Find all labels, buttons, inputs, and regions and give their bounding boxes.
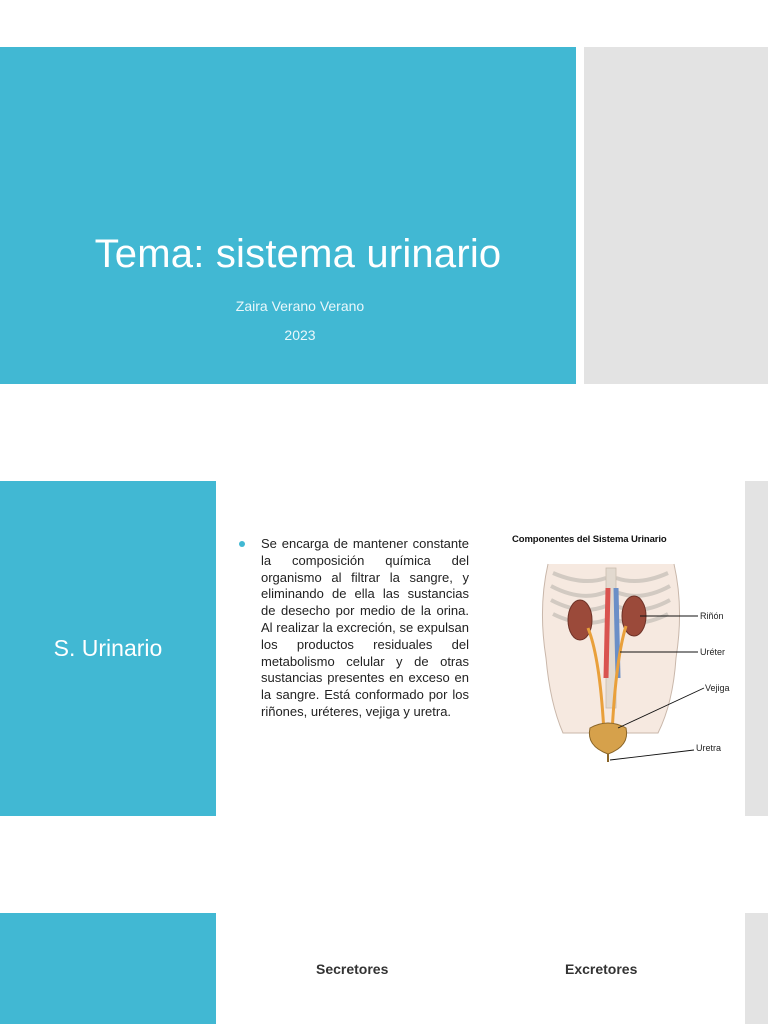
slide-year: 2023 (284, 327, 316, 343)
bullet-icon (239, 541, 245, 547)
figure-title: Componentes del Sistema Urinario (512, 534, 667, 545)
urinary-system-figure (508, 528, 738, 766)
label-ureter: Uréter (700, 647, 726, 657)
label-kidney: Riñón (700, 611, 724, 621)
body-paragraph: Se encarga de mantener constante la composición química del organismo al filtrar la sangre, y eliminando de ella las sustancias de desecho por medio de la orina. Al realizar la excreción, se expulsan los productos residuales del metabolismo celular y de otras sustancias presentes en exceso en la sangre. Está conformado por los riñones, uréteres, vejiga y uretra. (261, 536, 469, 719)
slide-author: Zaira Verano Verano (235, 298, 365, 314)
label-urethra: Uretra (696, 743, 722, 753)
section-heading: S. Urinario (53, 635, 163, 661)
slide3-side-strip (745, 913, 768, 1024)
title-slide-side-panel (584, 47, 768, 384)
section-side-strip (745, 481, 768, 816)
slide-title: Tema: sistema urinario (94, 232, 502, 276)
slide3-panel (0, 913, 216, 1024)
label-bladder: Vejiga (705, 683, 730, 693)
column-header-secretores: Secretores (316, 961, 389, 977)
column-header-excretores: Excretores (565, 961, 638, 977)
